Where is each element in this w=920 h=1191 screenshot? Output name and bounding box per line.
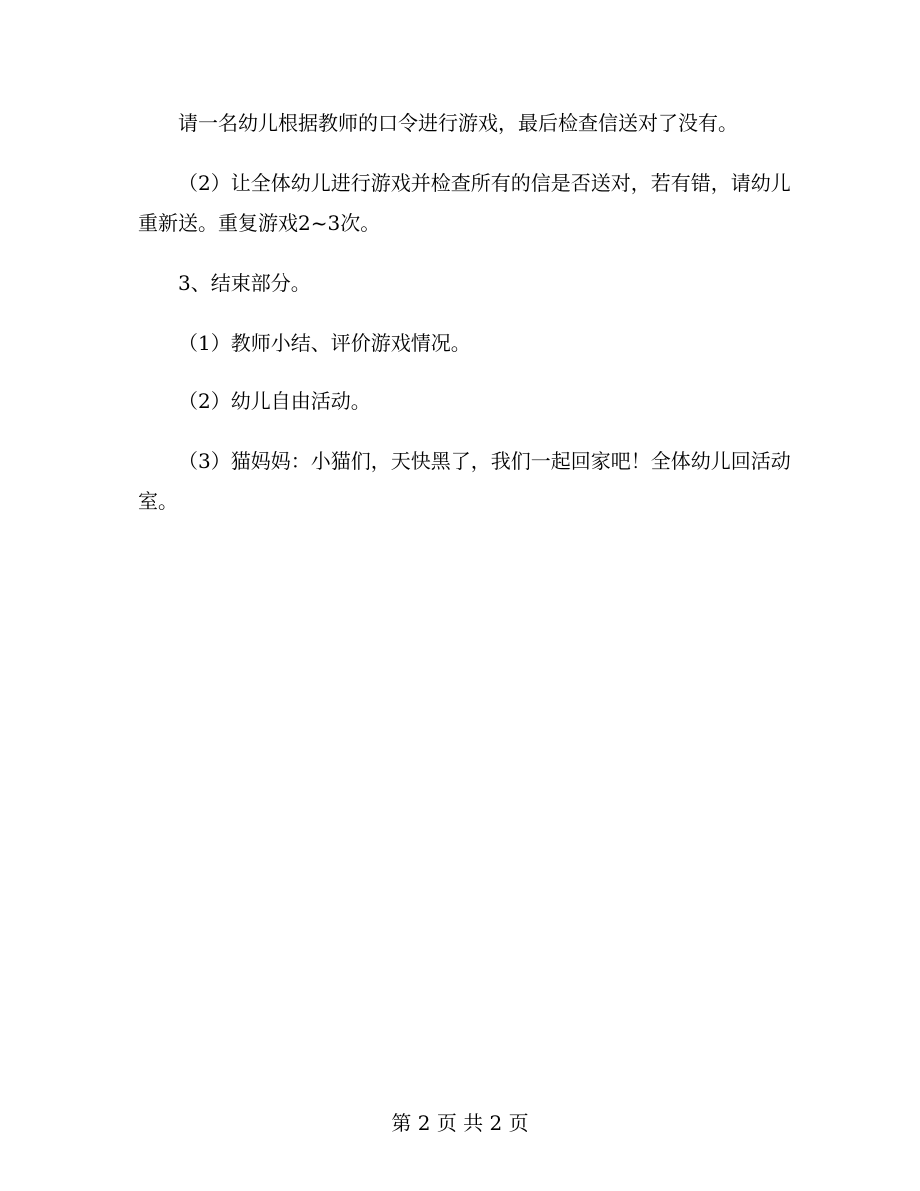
paragraph-step-2: （2）让全体幼儿进行游戏并检查所有的信是否送对，若有错，请幼儿重新送。重复游戏2~3次。 [138,171,791,235]
paragraph-ending-step-3: （3）猫妈妈：小猫们，天快黑了，我们一起回家吧！全体幼儿回活动室。 [138,449,791,513]
page-number-footer: 第 2 页 共 2 页 [391,1111,529,1135]
paragraph-ending-heading: 3、结束部分。 [178,271,311,295]
paragraph-instruction: 请一名幼儿根据教师的口令进行游戏，最后检查信送对了没有。 [178,111,738,135]
paragraph-ending-step-1: （1）教师小结、评价游戏情况。 [178,331,471,355]
paragraph-ending-step-2: （2）幼儿自由活动。 [178,389,371,413]
